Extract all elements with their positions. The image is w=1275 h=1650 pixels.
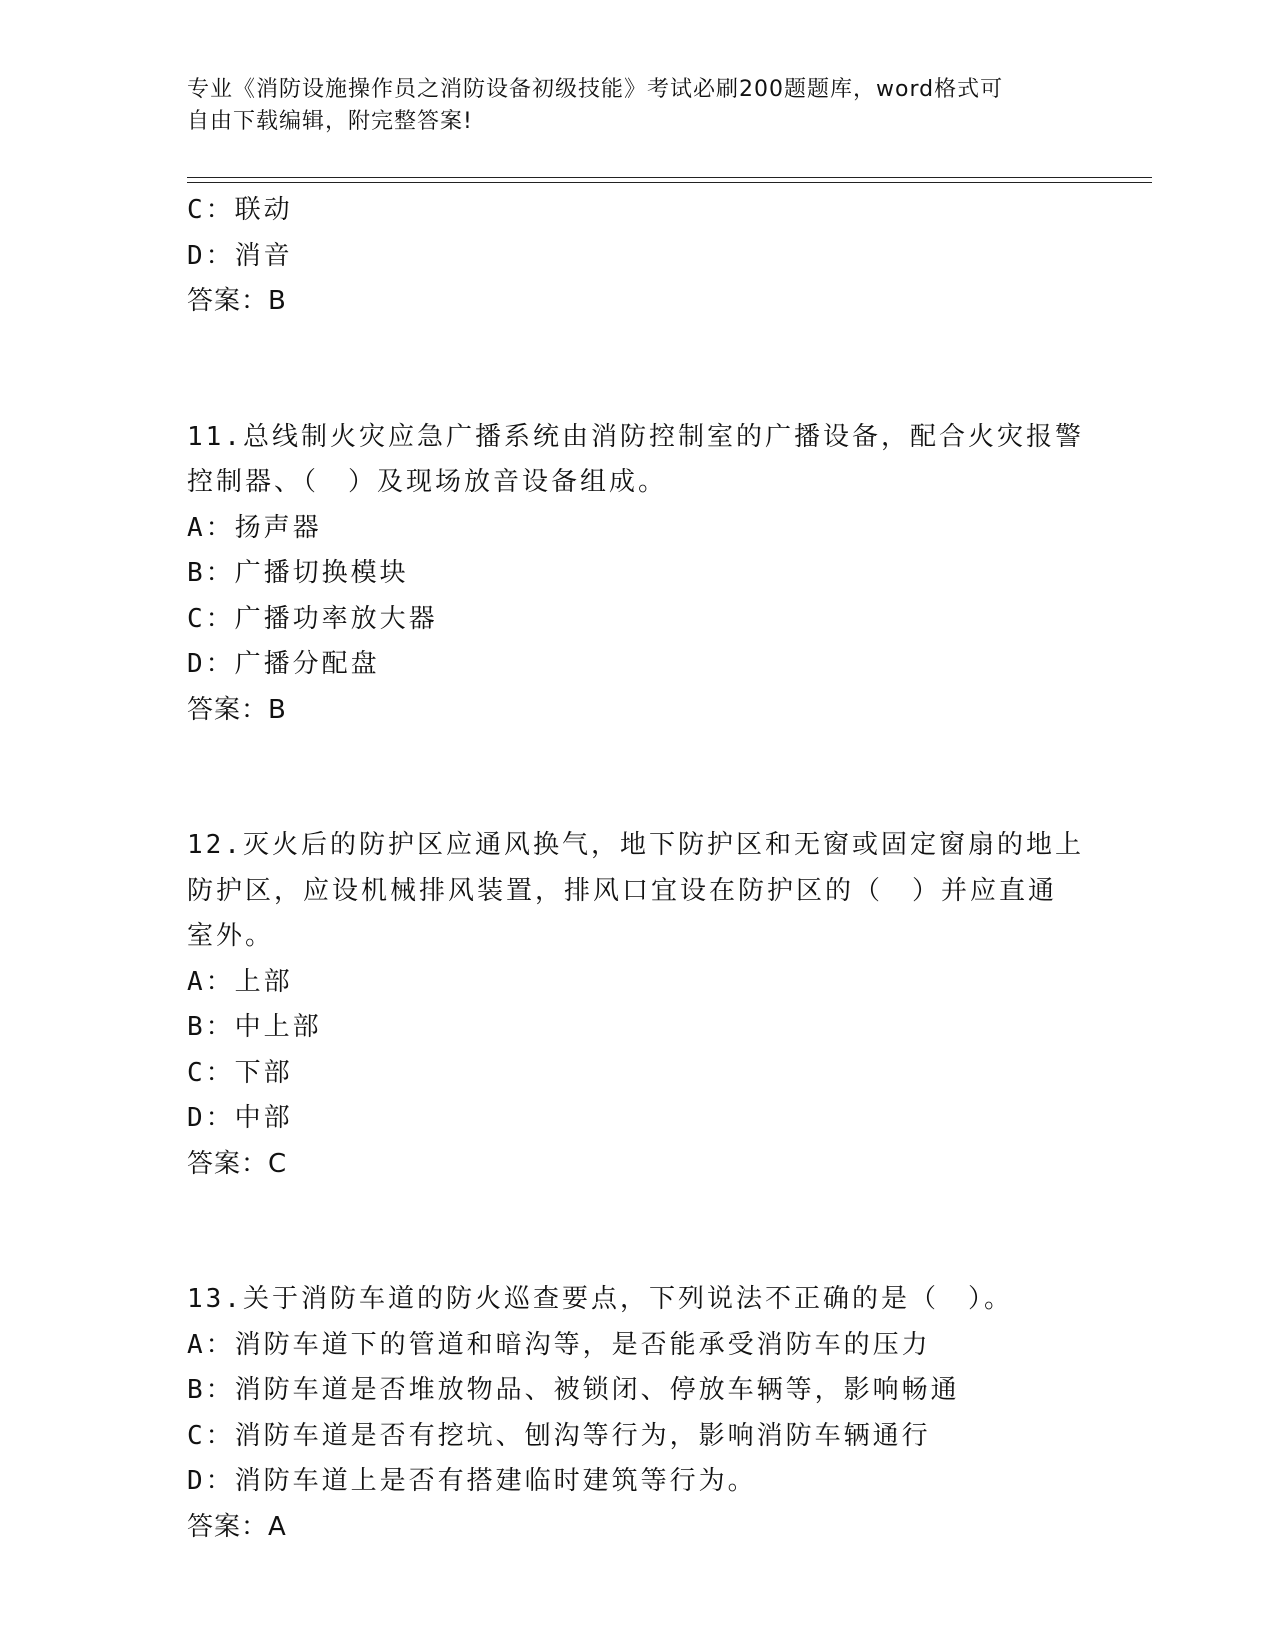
question-text-line: 控制器、（ ）及现场放音设备组成。 bbox=[187, 467, 668, 497]
question-spacer bbox=[187, 325, 1087, 415]
question-text bbox=[187, 1277, 1087, 1323]
question-text bbox=[187, 415, 1087, 506]
question-text bbox=[187, 823, 1087, 960]
answer: 答案：B bbox=[187, 286, 287, 316]
question-13 bbox=[187, 1277, 1087, 1550]
option-c: C：联动 bbox=[187, 195, 293, 225]
option-d: D：消音 bbox=[187, 240, 293, 271]
question-12 bbox=[187, 823, 1087, 1187]
question-spacer bbox=[187, 733, 1087, 823]
option-a: A：消防车道下的管道和暗沟等，是否能承受消防车的压力 bbox=[187, 1329, 931, 1360]
option-d: D：消防车道上是否有搭建临时建筑等行为。 bbox=[187, 1466, 757, 1496]
option-d: D：中部 bbox=[187, 1103, 293, 1133]
question-text-line: 防护区，应设机械排风装置，排风口宜设在防护区的（ ）并应直通 bbox=[187, 875, 1058, 906]
question-spacer bbox=[187, 1187, 1087, 1277]
question-content bbox=[187, 188, 1087, 1550]
header-line-2: 自由下载编辑，附完整答案! bbox=[187, 109, 473, 134]
option-a: A：上部 bbox=[187, 966, 293, 997]
header-divider-bottom bbox=[187, 182, 1152, 183]
option-c: C：下部 bbox=[187, 1057, 293, 1088]
option-b: B：广播切换模块 bbox=[187, 558, 409, 588]
question-text-line: 室外。 bbox=[187, 921, 275, 951]
question-11 bbox=[187, 415, 1087, 734]
question-text-line: 13.关于消防车道的防火巡查要点，下列说法不正确的是（ ）。 bbox=[187, 1284, 1013, 1314]
option-d: D：广播分配盘 bbox=[187, 649, 380, 679]
answer: 答案：B bbox=[187, 694, 287, 725]
question-10 bbox=[187, 188, 1087, 325]
header-line-1: 专业《消防设施操作员之消防设备初级技能》考试必刷200题题库，word格式可 bbox=[187, 77, 1004, 102]
document-header bbox=[187, 74, 1087, 138]
option-b: B：中上部 bbox=[187, 1012, 322, 1042]
option-c: C：消防车道是否有挖坑、刨沟等行为，影响消防车辆通行 bbox=[187, 1420, 931, 1451]
answer: 答案：A bbox=[187, 1511, 287, 1542]
question-text-line: 12.灭火后的防护区应通风换气，地下防护区和无窗或固定窗扇的地上 bbox=[187, 830, 1084, 860]
option-a: A：扬声器 bbox=[187, 512, 322, 543]
option-c: C：广播功率放大器 bbox=[187, 603, 438, 634]
header-divider-top bbox=[187, 177, 1152, 178]
answer: 答案：C bbox=[187, 1148, 288, 1179]
question-text-line: 11.总线制火灾应急广播系统由消防控制室的广播设备，配合火灾报警 bbox=[187, 421, 1084, 452]
option-b: B：消防车道是否堆放物品、被锁闭、停放车辆等，影响畅通 bbox=[187, 1375, 960, 1405]
